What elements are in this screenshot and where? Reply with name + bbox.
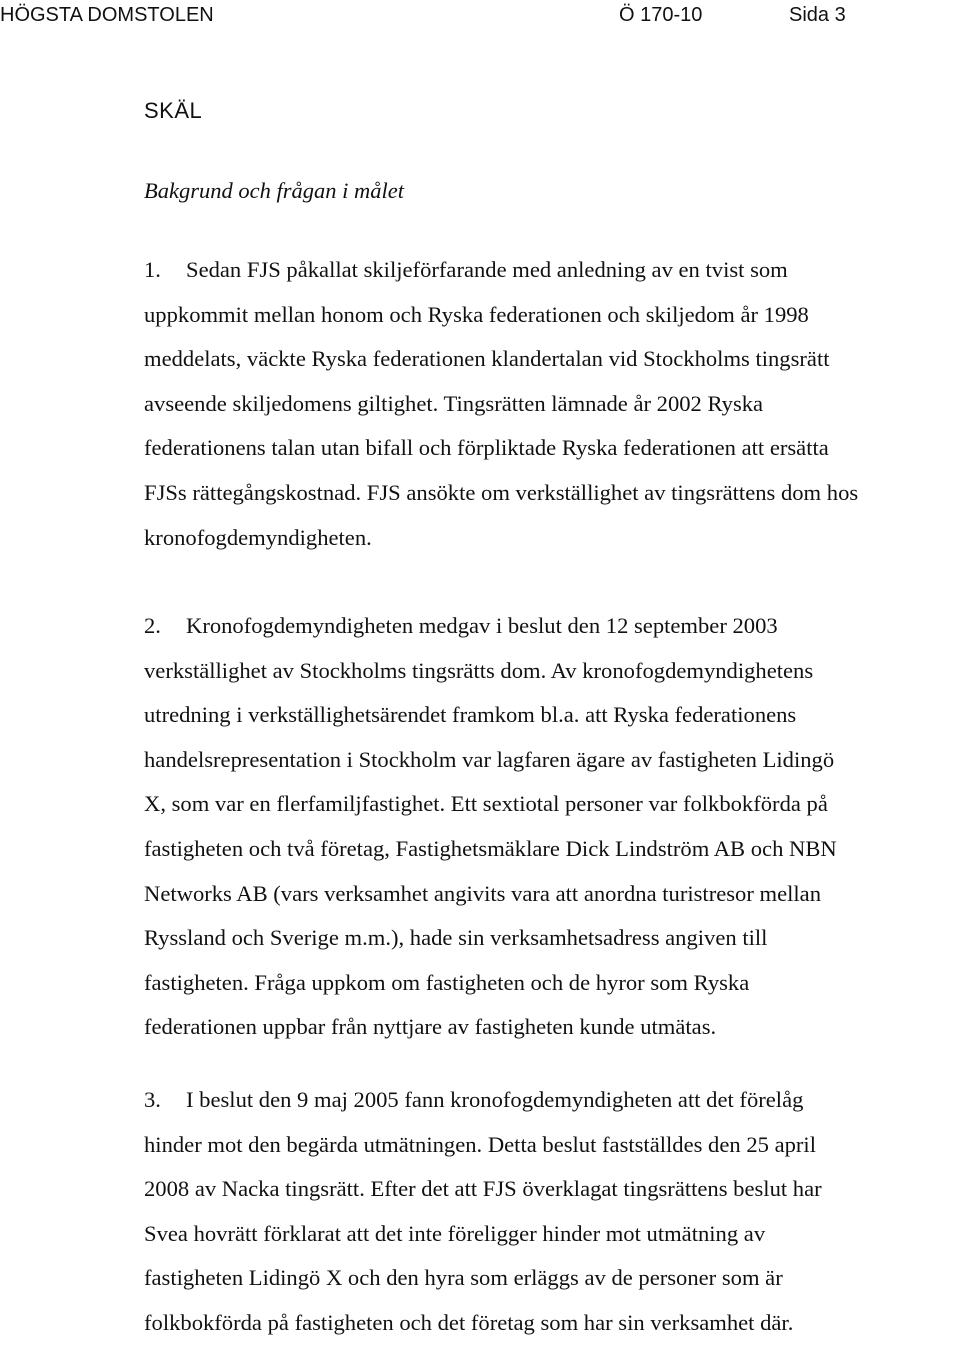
section-subtitle: Bakgrund och frågan i målet xyxy=(144,178,404,203)
paragraph-line: Svea hovrätt förklarat att det inte föreligger hinder mot utmätning av xyxy=(144,1220,766,1246)
paragraph-line xyxy=(144,248,956,293)
paragraph-line: folkbokförda på fastigheten och det företag som har sin verksamhet där. xyxy=(144,1309,794,1335)
paragraph-3 xyxy=(144,1078,956,1346)
paragraph-line: meddelats, väckte Ryska federationen klandertalan vid Stockholms tingsrätt xyxy=(144,346,830,372)
paragraph-line-text: Sedan FJS påkallat skiljeförfarande med anledning av en tvist som xyxy=(186,257,788,282)
paragraph-line: utredning i verkställighetsärendet framkom bl.a. att Ryska federationens xyxy=(144,702,797,728)
paragraph-2 xyxy=(144,604,956,1050)
paragraph-line: fastigheten. Fråga uppkom om fastigheten och de hyror som Ryska xyxy=(144,969,750,995)
paragraph-1 xyxy=(144,248,956,560)
paragraph-number: 1. xyxy=(144,257,161,282)
paragraph-line: FJSs rättegångskostnad. FJS ansökte om verkställighet av tingsrättens dom hos xyxy=(144,479,859,505)
paragraph-line: Networks AB (vars verksamhet angivits vara att anordna turistresor mellan xyxy=(144,880,821,906)
paragraph-line-text: I beslut den 9 maj 2005 fann kronofogdemyndigheten att det förelåg xyxy=(186,1087,804,1112)
case-number: Ö 170-10 xyxy=(619,4,703,26)
paragraph-line: handelsrepresentation i Stockholm var lagfaren ägare av fastigheten Lidingö xyxy=(144,746,835,772)
paragraph-number: 2. xyxy=(144,613,161,638)
paragraph-line: 2008 av Nacka tingsrätt. Efter det att FJS överklagat tingsrättens beslut har xyxy=(144,1176,822,1202)
paragraph-line: verkställighet av Stockholms tingsrätts dom. Av kronofogdemyndighetens xyxy=(144,657,814,683)
paragraph-line: federationen uppbar från nyttjare av fastigheten kunde utmätas. xyxy=(144,1014,717,1040)
page-number: Sida 3 xyxy=(789,4,846,26)
paragraph-number: 3. xyxy=(144,1087,161,1112)
paragraph-line: uppkommit mellan honom och Ryska federationen och skiljedom år 1998 xyxy=(144,301,809,327)
paragraph-line: fastigheten Lidingö X och den hyra som erläggs av de personer som är xyxy=(144,1265,783,1291)
paragraph-line-text: Kronofogdemyndigheten medgav i beslut den 12 september 2003 xyxy=(186,613,778,638)
paragraph-line: kronofogdemyndigheten. xyxy=(144,524,372,550)
paragraph-line: X, som var en flerfamiljfastighet. Ett sextiotal personer var folkbokförda på xyxy=(144,791,828,817)
paragraph-line: federationens talan utan bifall och förpliktade Ryska federationen att ersätta xyxy=(144,435,829,461)
page-header xyxy=(0,2,960,32)
paragraph-line: Ryssland och Sverige m.m.), hade sin verksamhetsadress angiven till xyxy=(144,925,768,951)
section-title: SKÄL xyxy=(144,98,203,123)
paragraph-line xyxy=(144,604,956,649)
court-name: HÖGSTA DOMSTOLEN xyxy=(0,4,214,26)
paragraph-line: fastigheten och två företag, Fastighetsmäklare Dick Lindström AB och NBN xyxy=(144,835,837,861)
paragraph-line xyxy=(144,1078,956,1123)
paragraph-line: hinder mot den begärda utmätningen. Detta beslut fastställdes den 25 april xyxy=(144,1131,816,1157)
paragraph-line: avseende skiljedomens giltighet. Tingsrätten lämnade år 2002 Ryska xyxy=(144,390,764,416)
